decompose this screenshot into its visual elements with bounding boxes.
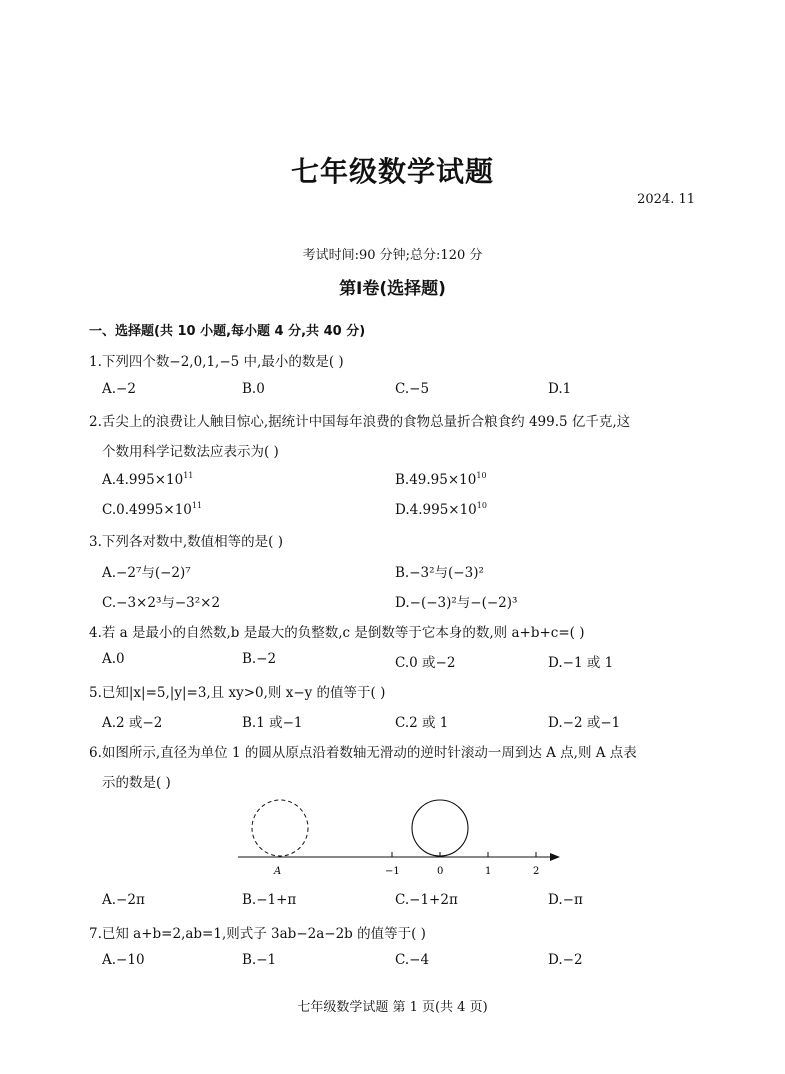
axis-arrow-icon bbox=[550, 853, 560, 861]
question-2-option-c: $C.0.4995\times 10^{11}$ bbox=[102, 501, 203, 518]
question-1-option-b: B.0 bbox=[242, 381, 265, 397]
question-1-option-a: A.−2 bbox=[102, 381, 136, 397]
question-2-option-a: $A.4.995\times 10^{11}$ bbox=[102, 471, 194, 488]
question-5-option-c: C.2 或 1 bbox=[395, 715, 449, 731]
question-6-stem-line2: 示的数是( ) bbox=[102, 775, 171, 791]
question-7-option-c: C.−4 bbox=[395, 952, 430, 968]
question-4-option-a: A.0 bbox=[102, 651, 125, 667]
solid-circle-at-origin bbox=[412, 800, 468, 856]
question-7-option-d: D.−2 bbox=[548, 952, 583, 968]
question-2-option-d: $D.4.995\times 10^{10}$ bbox=[395, 501, 487, 518]
dashed-circle-at-a bbox=[252, 800, 308, 856]
question-1-option-c: C.−5 bbox=[395, 381, 430, 397]
question-7-option-a: A.−10 bbox=[102, 952, 145, 968]
question-7-stem: 7.已知 a+b=2,ab=1,则式子 3ab−2a−2b 的值等于( ) bbox=[89, 926, 426, 942]
question-5-option-d: D.−2 或−1 bbox=[548, 715, 621, 731]
question-5-stem: 5.已知|x|=5,|y|=3,且 xy>0,则 x−y 的值等于( ) bbox=[89, 685, 386, 701]
question-3-option-b: B.−3²与(−3)² bbox=[395, 565, 484, 581]
question-2-stem-line1: 2.舌尖上的浪费让人触目惊心,据统计中国每年浪费的食物总量折合粮食约 499.5 亿千克,这 bbox=[89, 414, 631, 430]
question-6-option-a: A.−2π bbox=[102, 892, 145, 908]
question-5-option-b: B.1 或−1 bbox=[242, 715, 303, 731]
question-3-option-d: D.−(−3)²与−(−2)³ bbox=[395, 595, 518, 611]
exam-info: 考试时间:90 分钟;总分:120 分 bbox=[302, 248, 483, 263]
question-1-option-d: D.1 bbox=[548, 381, 572, 397]
question-5-option-a: A.2 或−2 bbox=[102, 715, 163, 731]
question-4-option-b: B.−2 bbox=[242, 651, 277, 667]
question-3-stem: 3.下列各对数中,数值相等的是( ) bbox=[89, 534, 283, 550]
question-2-stem-line2: 个数用科学记数法应表示为( ) bbox=[102, 444, 279, 460]
question-2-option-b: $B.49.95\times 10^{10}$ bbox=[395, 471, 487, 488]
page-footer: 七年级数学试题 第 1 页(共 4 页) bbox=[297, 1000, 488, 1015]
label-one: 1 bbox=[485, 866, 492, 877]
question-6-stem-line1: 6.如图所示,直径为单位 1 的圆从原点沿着数轴无滑动的逆时针滚动一周到达 A 点,则 A 点表 bbox=[89, 745, 637, 761]
exam-date: 2024. 11 bbox=[637, 192, 695, 207]
label-zero: 0 bbox=[437, 866, 444, 877]
question-6-option-b: B.−1+π bbox=[242, 892, 297, 908]
number-line-figure bbox=[230, 792, 570, 882]
label-neg1: −1 bbox=[385, 866, 400, 877]
question-4-option-d: D.−1 或 1 bbox=[548, 655, 614, 671]
question-6-option-c: C.−1+2π bbox=[395, 892, 458, 908]
page-title: 七年级数学试题 bbox=[290, 155, 494, 188]
question-3-option-a: A.−2⁷与(−2)⁷ bbox=[102, 565, 191, 581]
label-a: A bbox=[274, 866, 282, 877]
question-6-option-d: D.−π bbox=[548, 892, 583, 908]
part-heading: 一、选择题(共 10 小题,每小题 4 分,共 40 分) bbox=[89, 324, 366, 339]
question-7-option-b: B.−1 bbox=[242, 952, 277, 968]
question-3-option-c: C.−3×2³与−3²×2 bbox=[102, 595, 221, 611]
question-4-option-c: C.0 或−2 bbox=[395, 655, 456, 671]
question-1-stem: 1.下列四个数−2,0,1,−5 中,最小的数是( ) bbox=[89, 354, 344, 370]
label-two: 2 bbox=[533, 866, 540, 877]
section-title: 第Ⅰ卷(选择题) bbox=[339, 279, 446, 299]
question-4-stem: 4.若 a 是最小的自然数,b 是最大的负整数,c 是倒数等于它本身的数,则 a+b+c=( ) bbox=[89, 625, 585, 641]
